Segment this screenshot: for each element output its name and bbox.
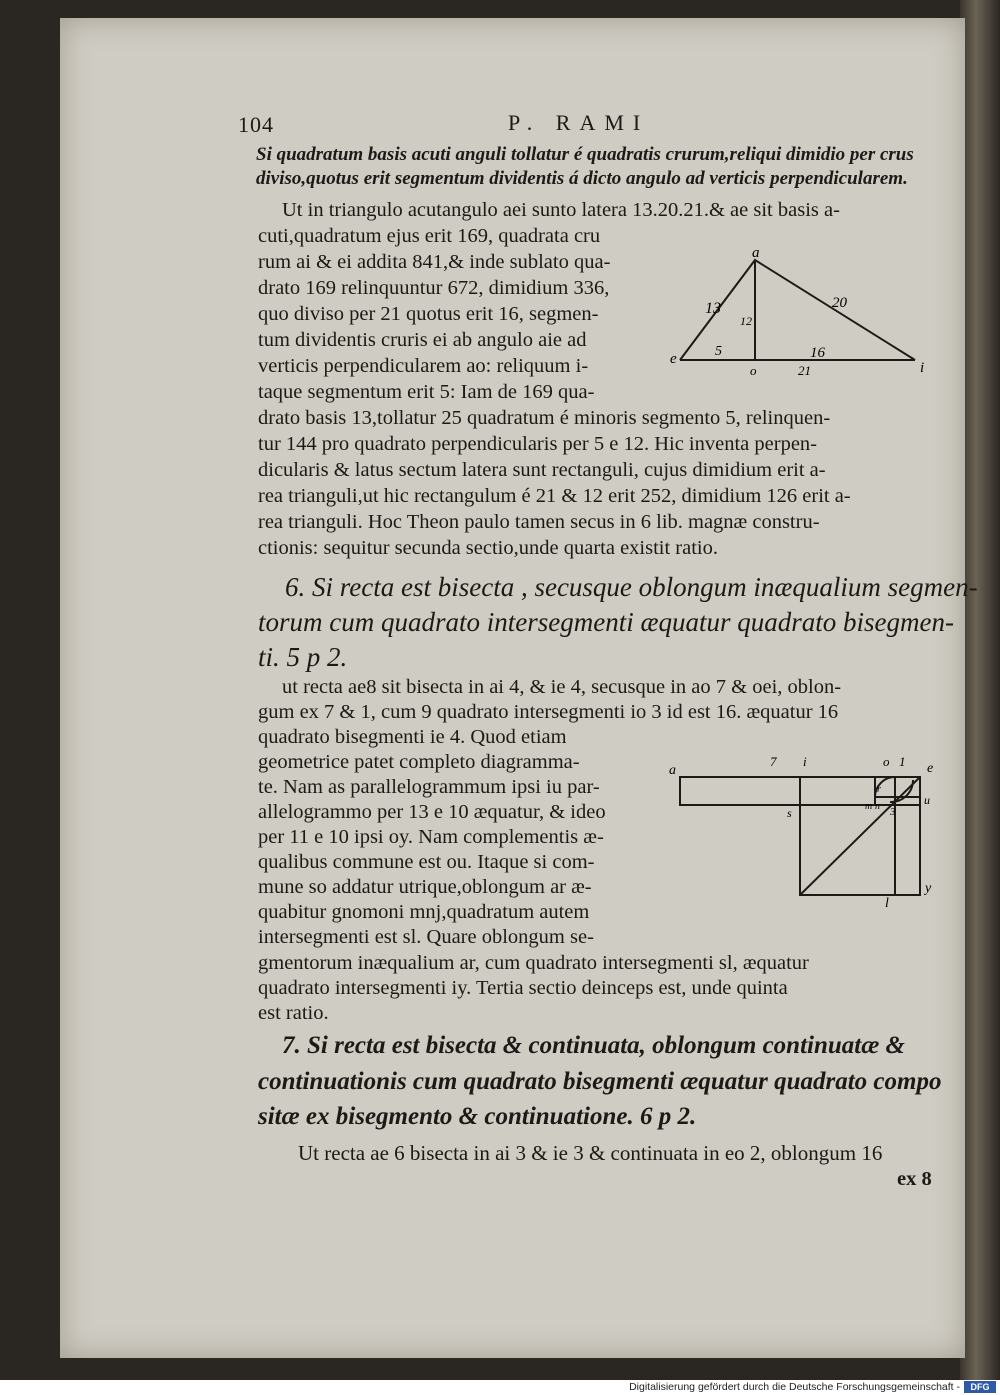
text-line: drato basis 13,tollatur 25 quadratum é minoris segmento 5, relinquen- <box>258 407 831 429</box>
text-line: mune so addatur utrique,oblongum ar æ- <box>258 876 592 898</box>
text-line: taque segmentum erit 5: Iam de 169 qua- <box>258 381 595 403</box>
vertex-label-a: a <box>752 245 760 261</box>
vertex-label-i: i <box>920 360 925 376</box>
point-label-s: s <box>787 806 792 820</box>
text-line: per 11 e 10 ipsi oy. Nam complementis æ- <box>258 826 604 848</box>
text-line: Ut recta ae 6 bisecta in ai 3 & ie 3 & continuata in eo 2, oblongum 16 <box>298 1141 883 1165</box>
text-line: rum ai & ei addita 841,& inde sublato qua- <box>258 251 611 273</box>
side-label-13: 13 <box>705 300 721 317</box>
digitization-footer <box>0 1380 1000 1395</box>
text-line: quadrato intersegmenti iy. Tertia sectio deinceps est, unde quinta <box>258 977 788 999</box>
text-line: tur 144 pro quadrato perpendicularis per 5 e 12. Hic inventa perpen- <box>258 433 817 455</box>
text-line: allelogrammo per 13 e 10 æquatur, & ideo <box>258 801 606 823</box>
text-line: ctionis: sequitur secunda sectio,unde quarta existit ratio. <box>258 537 718 559</box>
side-label-20: 20 <box>832 295 847 311</box>
text-line: quabitur gnomoni mnj,quadratum autem <box>258 901 590 923</box>
triangle-diagram <box>670 245 940 385</box>
footer-credit-text: Digitalisierung gefördert durch die Deutsche Forschungsgemeinschaft - <box>629 1381 960 1393</box>
page-number: 104 <box>238 112 274 137</box>
text-line: dicularis & latus sectum latera sunt rectanguli, cujus dimidium erit a- <box>258 459 826 481</box>
point-label-m: m <box>865 801 873 812</box>
text-line: te. Nam as parallelogrammum ipsi iu par- <box>258 776 600 798</box>
segment-label-7: 7 <box>770 754 777 769</box>
proposition-7-line: sitæ ex bisegmento & continuatione. 6 p 2. <box>258 1103 697 1130</box>
proposition-7-line: 7. Si recta est bisecta & continuata, oblongum continuatæ & <box>282 1032 905 1059</box>
text-line: cuti,quadratum ejus erit 169, quadrata cru <box>258 225 601 247</box>
point-label-r: r <box>877 784 881 795</box>
point-label-u: u <box>924 793 930 807</box>
segment-label-16: 16 <box>810 345 825 361</box>
text-line: gmentorum inæqualium ar, cum quadrato intersegmenti sl, æquatur <box>258 952 809 974</box>
running-title: P. RAMI <box>508 110 650 135</box>
point-label-n: n <box>875 801 880 812</box>
point-label-o: o <box>883 754 890 769</box>
text-line: gum ex 7 & 1, cum 9 quadrato intersegmenti io 3 id est 16. æquatur 16 <box>258 701 839 723</box>
dfg-logo: DFG <box>964 1381 996 1393</box>
segment-label-1: 1 <box>899 754 906 769</box>
proposition-6-line: 6. Si recta est bisecta , secusque oblongum inæqualium segmen- <box>285 572 978 602</box>
text-line: intersegmenti est sl. Quare oblongum se- <box>258 926 594 948</box>
text-line: Ut in triangulo acutangulo aei sunto latera 13.20.21.& ae sit basis a- <box>282 199 840 221</box>
text-line: qualibus commune est ou. Itaque si com- <box>258 851 595 873</box>
text-line: verticis perpendicularem ao: reliquum i- <box>258 355 589 377</box>
text-line: est ratio. <box>258 1002 329 1024</box>
rubric-line: Si quadratum basis acuti anguli tollatur é quadratis crurum,reliqui dimidio per crus <box>256 144 914 165</box>
proposition-6-line: ti. 5 p 2. <box>258 642 348 672</box>
point-label-l: l <box>885 896 889 911</box>
text-line: drato 169 relinquuntur 672, dimidium 336, <box>258 277 610 299</box>
proposition-7-line: continuationis cum quadrato bisegmenti æquatur quadrato compo <box>258 1068 942 1095</box>
text-line: ut recta ae8 sit bisecta in ai 4, & ie 4, secusque in ao 7 & oei, oblon- <box>282 676 842 698</box>
rubric-line: diviso,quotus erit segmentum dividentis á dicto angulo ad verticis perpendicularem. <box>256 168 908 189</box>
catchword: ex 8 <box>897 1168 932 1190</box>
text-line: tum dividentis cruris ei ab angulo aie ad <box>258 329 587 351</box>
diagonal-line <box>800 777 920 895</box>
point-label-e: e <box>927 761 934 776</box>
text-line: geometrice patet completo diagramma- <box>258 751 580 773</box>
height-label-12: 12 <box>740 314 752 328</box>
text-line: rea trianguli. Hoc Theon paulo tamen secus in 6 lib. magnæ constru- <box>258 511 820 533</box>
point-label-a: a <box>669 763 676 778</box>
text-line: quadrato bisegmenti ie 4. Quod etiam <box>258 726 567 748</box>
text-line: quo diviso per 21 quotus erit 16, segmen- <box>258 303 599 325</box>
text-line: rea trianguli,ut hic rectangulum é 21 & 12 erit 252, dimidium 126 erit a- <box>258 485 851 507</box>
book-spine-edge <box>960 0 1000 1380</box>
segment-label-5: 5 <box>715 344 722 359</box>
bisected-line-diagram <box>665 752 945 911</box>
vertex-label-e: e <box>670 351 677 367</box>
base-label-21: 21 <box>798 363 811 378</box>
foot-label-o: o <box>750 363 757 378</box>
segment-label-3: 3 <box>890 806 896 818</box>
gnomon-arc <box>890 780 913 802</box>
point-label-i: i <box>803 754 807 769</box>
point-label-y: y <box>925 881 932 896</box>
proposition-6-line: torum cum quadrato intersegmenti æquatur quadrato bisegmen- <box>258 607 954 637</box>
